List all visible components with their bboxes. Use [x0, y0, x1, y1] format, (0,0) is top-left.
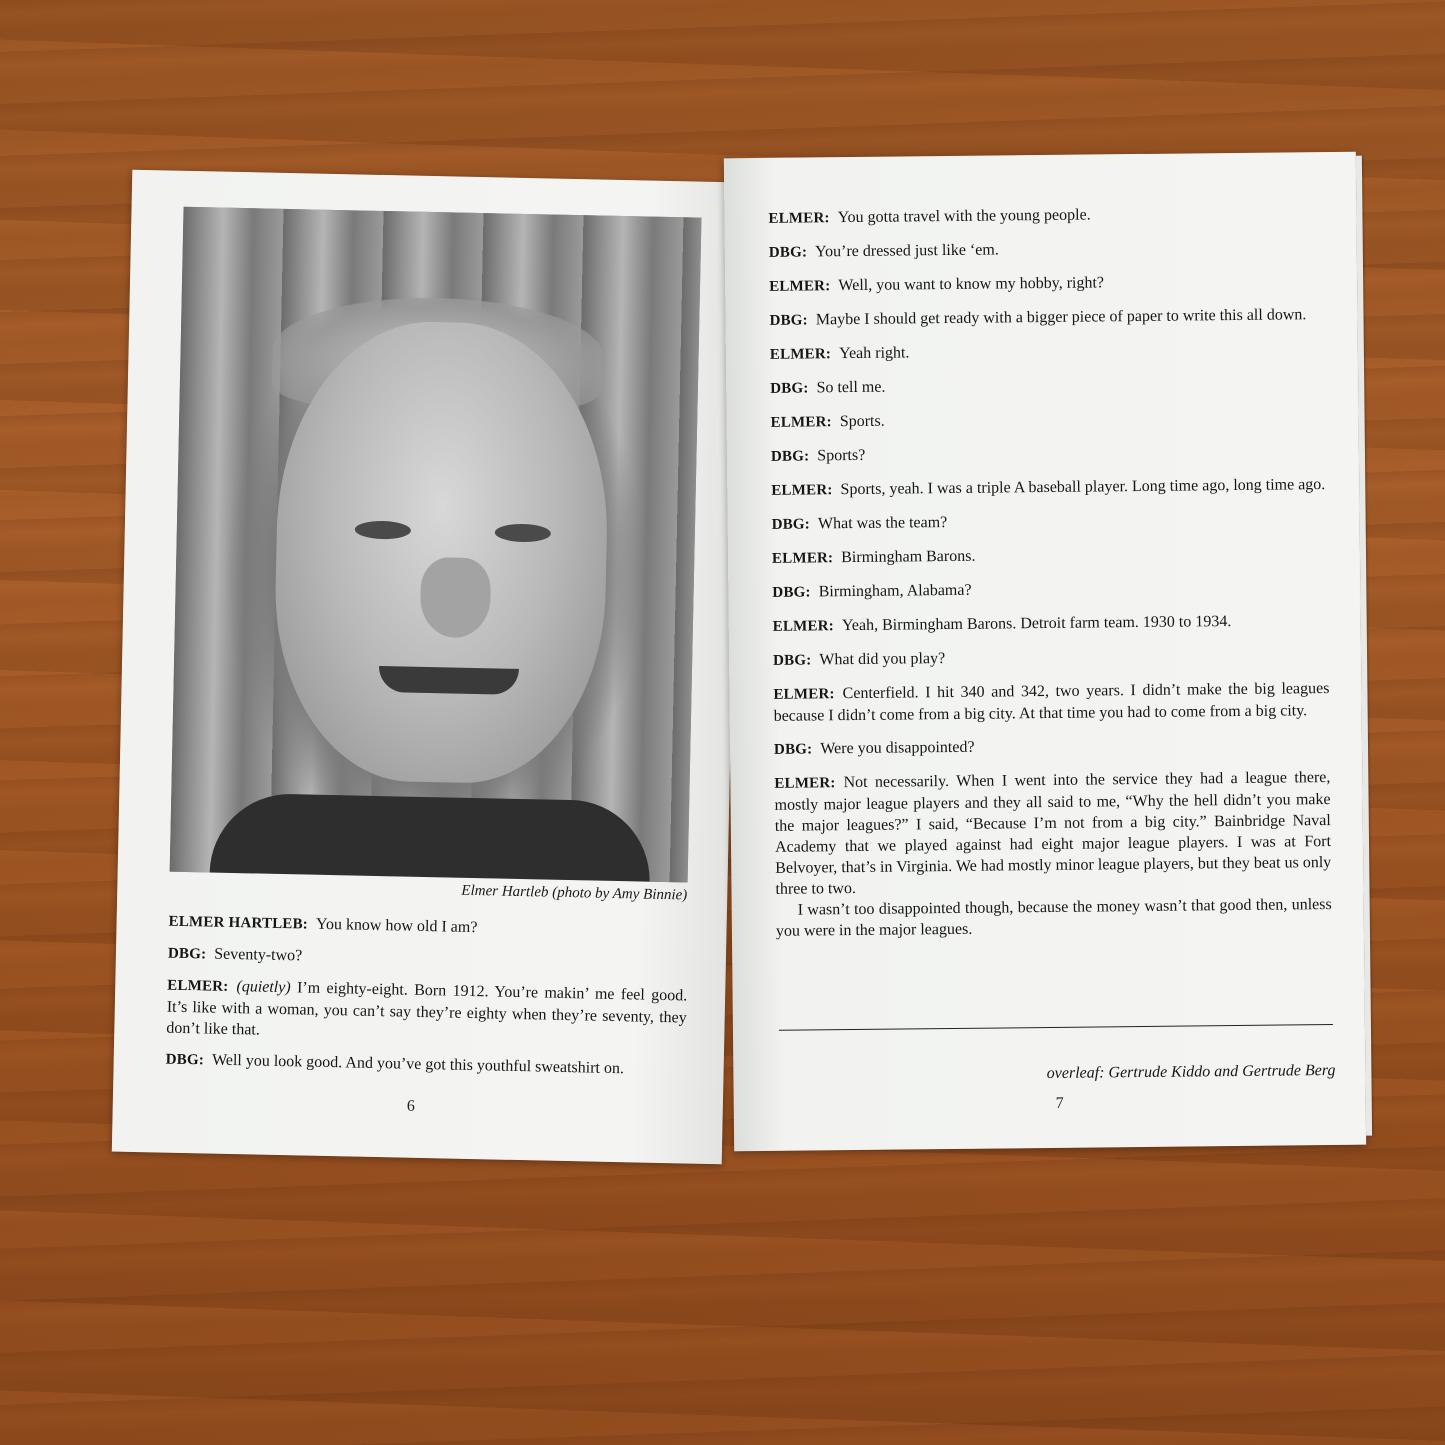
- dialogue-line: [165, 1049, 685, 1082]
- dialogue-line: [770, 372, 1326, 400]
- overleaf-note: overleaf: Gertrude Kiddo and Gertrude Berg: [1046, 1061, 1336, 1083]
- dialogue-line: [769, 304, 1325, 332]
- dialogue-line: [774, 767, 1331, 900]
- stage-direction: (quietly): [236, 978, 291, 997]
- speaker-label: DBG:: [772, 584, 811, 601]
- dialogue-text: So tell me.: [816, 378, 886, 397]
- speaker-label: DBG:: [769, 312, 808, 329]
- dialogue-line: [773, 678, 1329, 727]
- speaker-label: ELMER:: [773, 686, 835, 703]
- closing-paragraph: I wasn’t too disappointed though, because the money wasn’t that good then, unless you were in the major leagues.: [775, 896, 1332, 940]
- page-number: 7: [1055, 1094, 1064, 1112]
- dialogue-text: Sports?: [817, 446, 866, 465]
- dialogue-text: Were you disappointed?: [820, 738, 975, 758]
- dialogue-line: [771, 440, 1327, 468]
- dialogue-line: [168, 943, 688, 976]
- dialogue-line: [770, 338, 1326, 366]
- dialogue-line: [772, 576, 1328, 604]
- dialogue-text: You gotta travel with the young people.: [837, 206, 1091, 227]
- dialogue-text: Yeah, Birmingham Barons. Detroit farm team. 1930 to 1934.: [841, 613, 1232, 635]
- speaker-label: DBG:: [165, 1051, 205, 1069]
- dialogue-text: You know how old I am?: [315, 915, 478, 937]
- speaker-label: DBG:: [770, 448, 810, 465]
- dialogue-line: [774, 733, 1330, 761]
- dialogue-text: Birmingham Barons.: [841, 547, 976, 567]
- dialogue-text: Sports.: [839, 412, 885, 431]
- dialogue-text: I’m eighty-eight. Born 1912. You’re makin’ me feel good. It’s like with a woman, you can’t say they’re eighty when they’re seventy, they don’t like that.: [166, 979, 688, 1039]
- dialogue-text: Birmingham, Alabama?: [818, 581, 972, 601]
- dialogue-text: Seventy-two?: [214, 945, 303, 965]
- speaker-label: DBG:: [772, 652, 812, 669]
- speaker-label: ELMER:: [771, 482, 833, 499]
- speaker-label: ELMER:: [769, 346, 832, 363]
- speaker-label: ELMER:: [774, 775, 836, 792]
- page-number: 6: [406, 1097, 415, 1115]
- dialogue-line: [769, 236, 1325, 264]
- dialogue-text: You’re dressed just like ‘em.: [815, 241, 999, 261]
- photo-mouth: [378, 666, 519, 695]
- photo-shirt: [210, 793, 652, 882]
- dialogue-line: [769, 270, 1325, 298]
- dialogue-text: Maybe I should get ready with a bigger piece of paper to write this all down.: [815, 306, 1307, 329]
- dialogue-line: [773, 644, 1329, 672]
- speaker-label: ELMER:: [772, 618, 835, 635]
- dialogue-line: [768, 202, 1324, 230]
- dialogue-text: What did you play?: [819, 650, 946, 669]
- dialogue-text: Well you look good. And you’ve got this youthful sweatshirt on.: [211, 1051, 625, 1078]
- speaker-label: DBG:: [167, 945, 207, 963]
- dialogue-text: Sports, yeah. I was a triple A baseball player. Long time ago, long time ago.: [840, 476, 1326, 499]
- right-dialogue: [768, 202, 1332, 954]
- left-page: [112, 170, 742, 1165]
- dialogue-line: [771, 474, 1327, 502]
- dialogue-line: [168, 911, 688, 944]
- speaker-label: ELMER:: [768, 210, 830, 227]
- speaker-label: ELMER:: [167, 977, 229, 995]
- dialogue-text: Well, you want to know my hobby, right?: [838, 274, 1105, 295]
- dialogue-line: [772, 542, 1328, 570]
- left-dialogue: [165, 911, 688, 1092]
- right-page: [724, 152, 1366, 1152]
- speaker-label: ELMER:: [769, 278, 831, 295]
- dialogue-text: What was the team?: [817, 514, 948, 533]
- dialogue-line: [772, 508, 1328, 536]
- horizontal-rule: [779, 1024, 1333, 1031]
- dialogue-text: Not necessarily. When I went into the service they had a league there, mostly major league players and they all said to me, “Why the hell didn’t you make the major leagues?” I said, “Because I’m not from a big city.” Bainbridge Naval Academy that we played against had eight major league players. I was at Fort Belvoyer, that’s in Virginia. We had mostly minor league players, but they beat us only three to two.: [774, 769, 1332, 898]
- speaker-label: DBG:: [773, 741, 813, 758]
- photo-caption: Elmer Hartleb (photo by Amy Binnie): [461, 882, 688, 904]
- portrait-photo: [170, 207, 702, 883]
- speaker-label: DBG:: [771, 516, 811, 533]
- dialogue-text: Centerfield. I hit 340 and 342, two years. I didn’t make the big leagues because I didn’t come from a big city. At that time you had to come from a big city.: [773, 680, 1330, 725]
- dialogue-line: [770, 406, 1326, 434]
- photo-face: [272, 319, 612, 786]
- dialogue-line: [166, 975, 687, 1050]
- speaker-label: ELMER:: [770, 414, 832, 431]
- speaker-label: DBG:: [770, 380, 809, 397]
- dialogue-text: Yeah right.: [838, 344, 910, 363]
- speaker-label: ELMER:: [771, 550, 834, 567]
- dialogue-line: [773, 610, 1329, 638]
- speaker-label: ELMER HARTLEB:: [168, 913, 309, 933]
- speaker-label: DBG:: [768, 244, 808, 261]
